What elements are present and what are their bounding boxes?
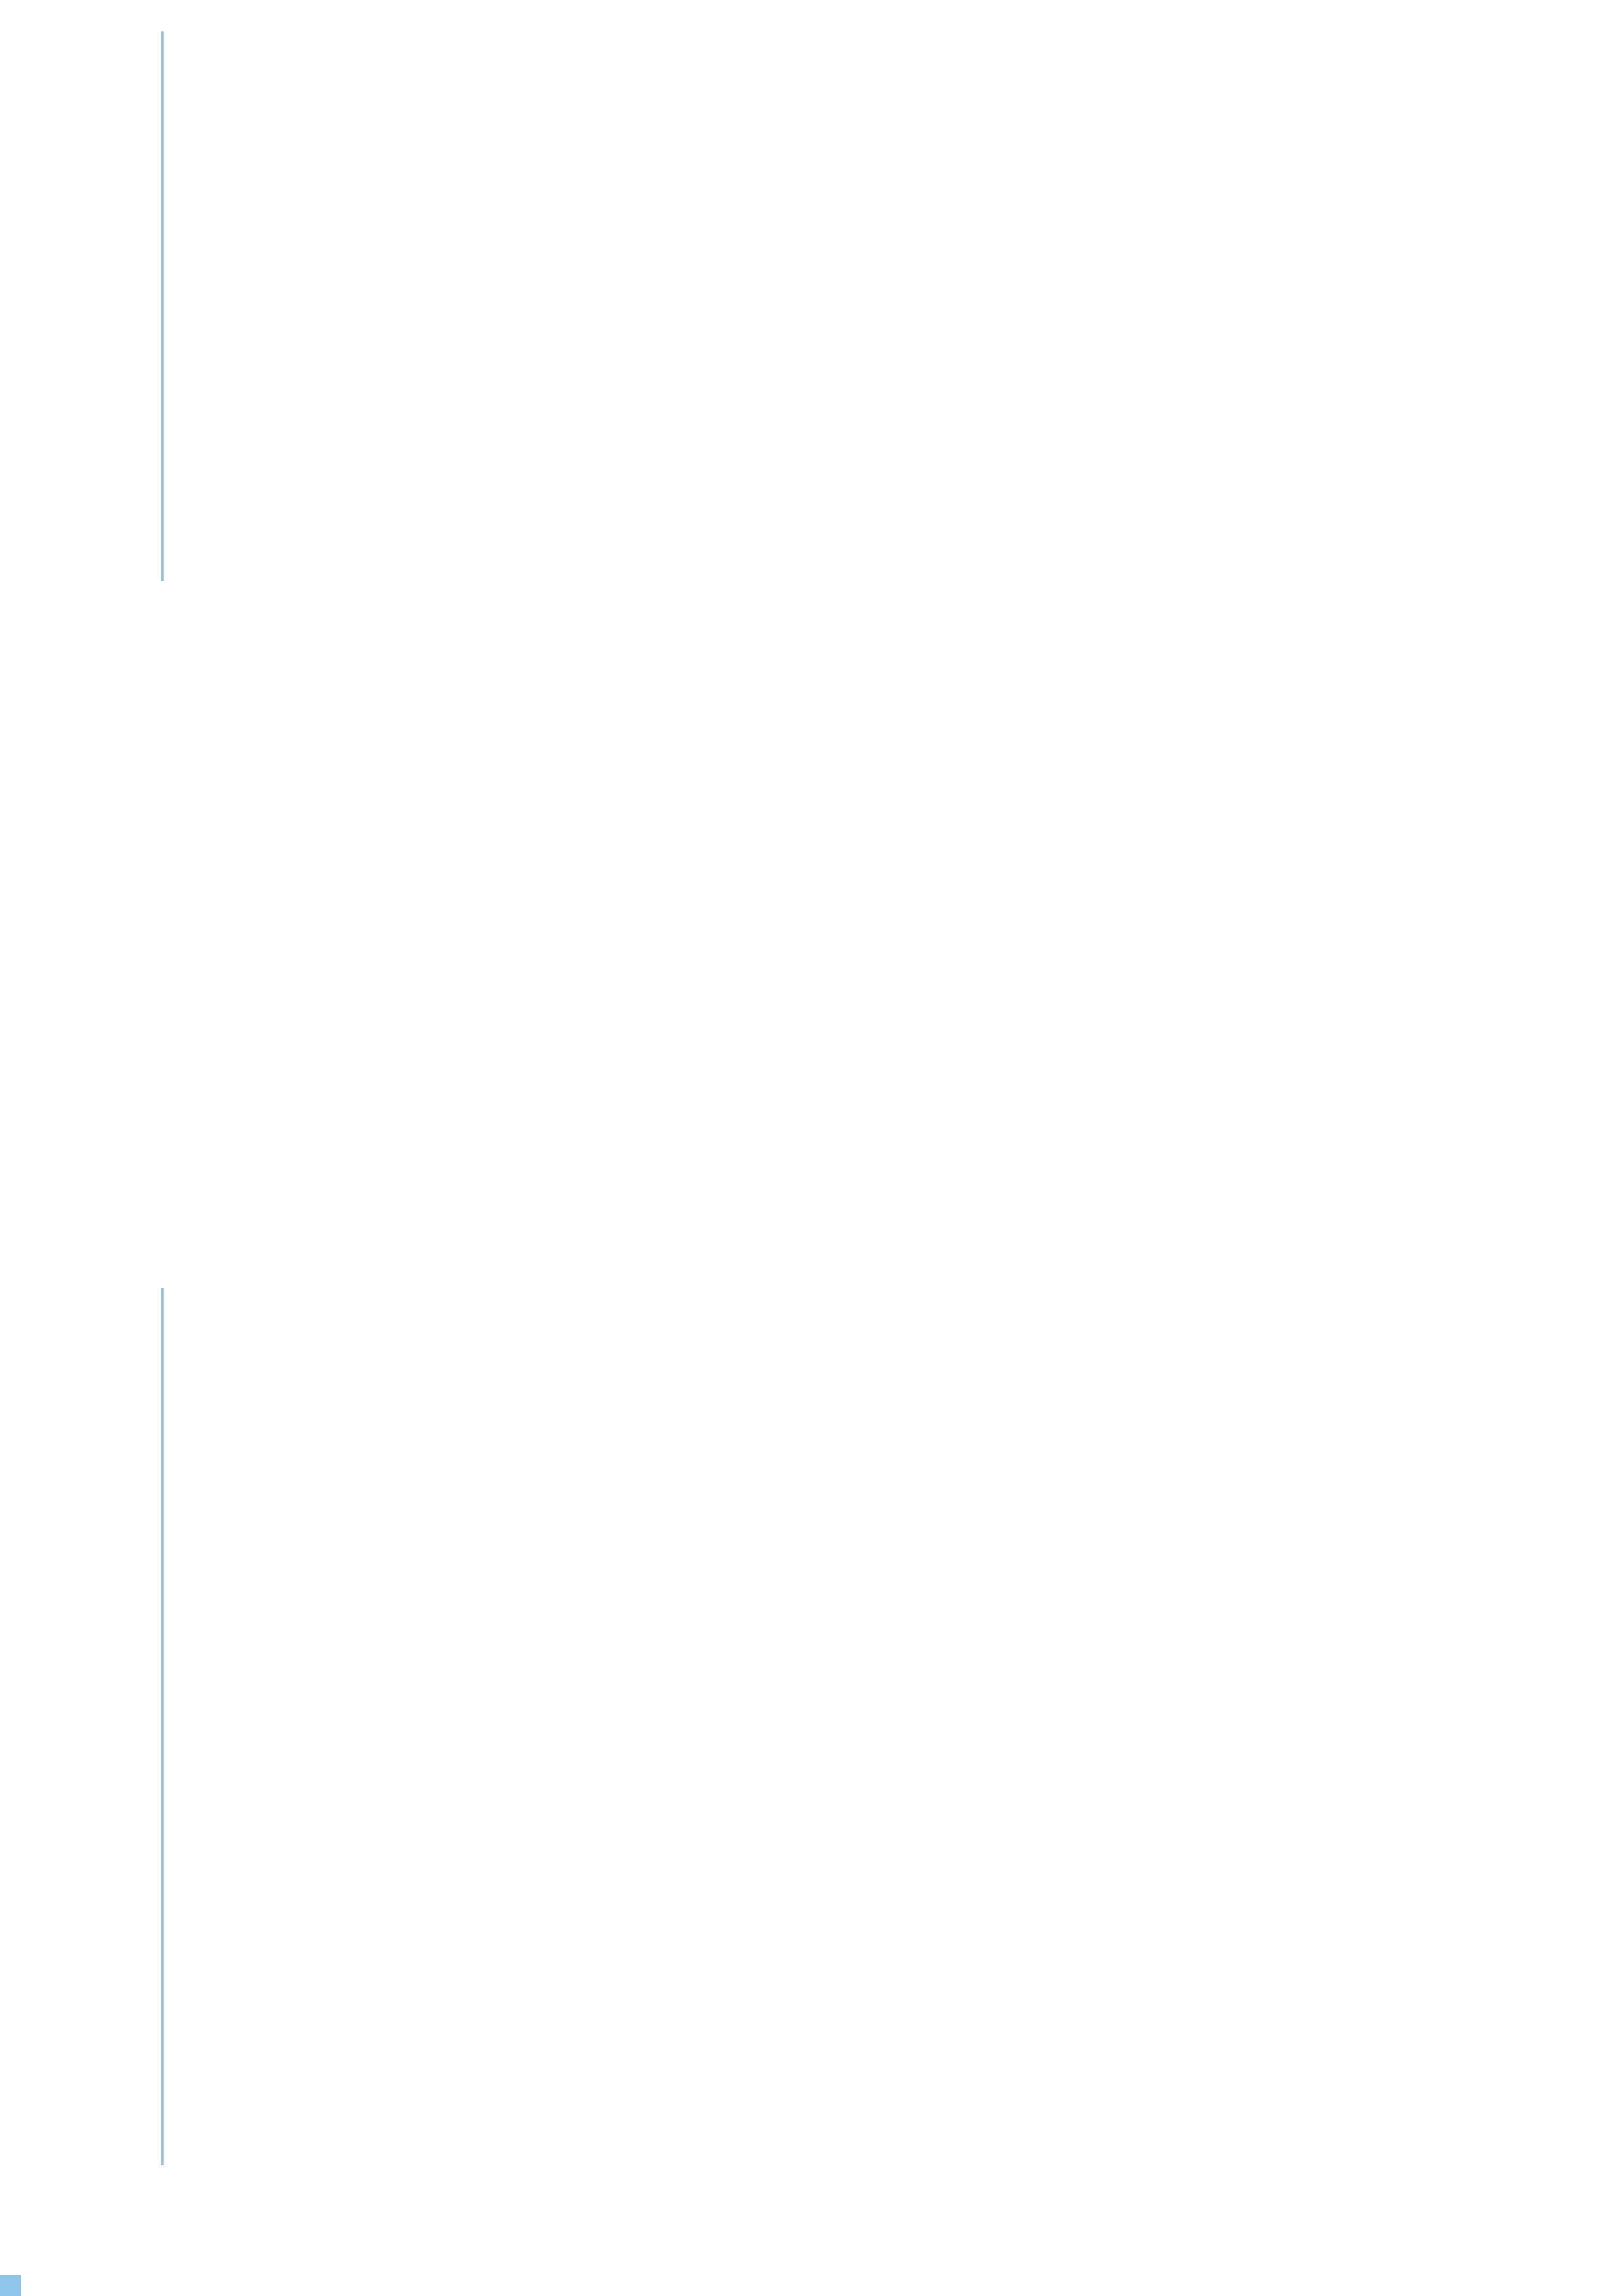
commentary-box [0,2275,21,2296]
